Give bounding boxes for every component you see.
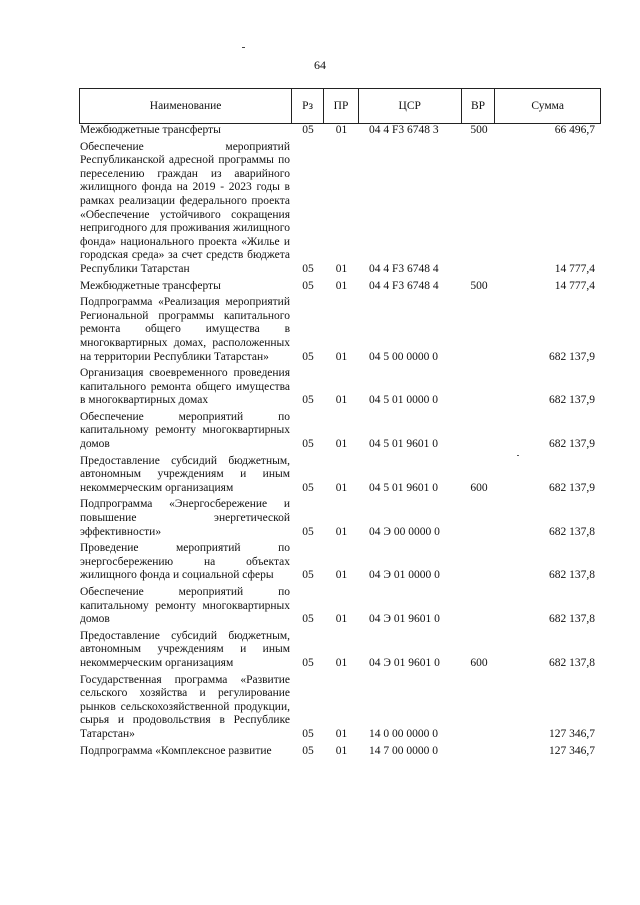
row-name: Подпрограмма «Реализация мероприятий Региональной программы капитального ремонта общего имущества в многоквартирных домах, расположенных на территории Республики Татарстан» [80, 296, 290, 363]
row-name: Предоставление субсидий бюджетным, автономным учреждениям и иным некоммерческим организациям [80, 454, 290, 494]
row-rz: 05 [302, 613, 314, 626]
row-vr: 500 [470, 279, 488, 292]
row-name: Межбюджетные трансферты [80, 124, 221, 136]
row-vr [462, 498, 496, 539]
table-row [79, 542, 601, 583]
row-vr [462, 542, 496, 583]
row-sum: 14 777,4 [554, 279, 595, 292]
table-row [79, 455, 601, 496]
row-sum: 682 137,9 [549, 481, 595, 494]
row-csr: 14 0 00 0000 0 [369, 727, 438, 740]
row-rz: 05 [302, 744, 314, 757]
row-sum: 682 137,9 [549, 350, 595, 363]
row-name: Подпрограмма «Энергосбережение и повышение энергетической эффективности» [80, 498, 290, 538]
row-vr: 600 [470, 481, 488, 494]
table-row [79, 124, 601, 138]
row-name: Подпрограмма «Комплексное развитие [80, 744, 272, 757]
row-csr: 04 Э 01 0000 0 [369, 569, 440, 582]
table-body [79, 124, 601, 758]
header-rz: Рз [292, 89, 324, 123]
row-pr: 01 [335, 481, 348, 494]
row-csr: 14 7 00 0000 0 [369, 744, 438, 757]
row-pr: 01 [335, 124, 348, 136]
row-pr: 01 [335, 525, 348, 538]
row-pr: 01 [335, 613, 348, 626]
row-name: Предоставление субсидий бюджетным, автономным учреждениям и иным некоммерческим организациям [80, 629, 290, 669]
row-csr: 04 5 01 9601 0 [369, 438, 438, 451]
row-name: Обеспечение мероприятий по капитальному ремонту многоквартирных домов [80, 586, 290, 626]
page-number: 64 [314, 58, 326, 72]
table-row [79, 141, 601, 277]
header-sum: Сумма [531, 100, 564, 112]
header-vr: ВР [462, 89, 496, 123]
table-row [79, 498, 601, 539]
row-sum: 127 346,7 [549, 727, 595, 740]
row-vr [462, 296, 496, 364]
row-csr: 04 5 01 9601 0 [369, 481, 438, 494]
table-row [79, 586, 601, 627]
row-sum: 682 137,8 [549, 656, 595, 669]
row-csr: 04 Э 01 9601 0 [369, 656, 440, 669]
row-rz: 05 [302, 350, 314, 363]
row-name: Обеспечение мероприятий Республиканской адресной программы по переселению граждан из аварийного жилищного фонда на 2019 - 2023 годы в рамках реализации федерального проекта «Обеспечение устойчивого сокращения непригодного для проживания жилищного фонда» национального проекта «Жилье и городская среда» за счет средств бюджета Республики Татарстан [80, 140, 290, 275]
row-name: Государственная программа «Развитие сельского хозяйства и регулирование рынков сельскохозяйственной продукции, сырья и продовольствия в Республике Татарстан» [80, 673, 290, 740]
row-rz: 05 [302, 124, 314, 136]
row-sum: 682 137,8 [549, 569, 595, 582]
row-pr: 01 [335, 744, 348, 757]
row-vr [462, 674, 496, 742]
row-csr: 04 4 F3 6748 3 [369, 124, 439, 136]
row-vr [462, 141, 496, 277]
row-name: Проведение мероприятий по энергосбережению на объектах жилищного фонда и социальной сферы [80, 542, 290, 582]
row-sum: 682 137,8 [549, 613, 595, 626]
row-vr: 500 [470, 124, 488, 136]
row-csr: 04 5 00 0000 0 [369, 350, 438, 363]
scan-mark [242, 47, 245, 48]
table-header [79, 88, 601, 124]
table-row [79, 674, 601, 742]
row-csr: 04 Э 01 9601 0 [369, 613, 440, 626]
row-name: Организация своевременного проведения капитального ремонта общего имущества в многоквартирных домах [80, 367, 290, 407]
row-rz: 05 [302, 279, 314, 292]
table-row [79, 296, 601, 364]
row-pr: 01 [335, 262, 348, 275]
row-sum: 14 777,4 [554, 262, 595, 275]
row-pr: 01 [335, 350, 348, 363]
row-vr [462, 586, 496, 627]
row-pr: 01 [335, 727, 348, 740]
header-pr: ПР [324, 89, 359, 123]
row-csr: 04 Э 00 0000 0 [369, 525, 440, 538]
row-rz: 05 [302, 569, 314, 582]
row-sum: 66 496,7 [554, 124, 595, 136]
row-vr: 600 [470, 656, 488, 669]
row-name: Обеспечение мероприятий по капитальному ремонту многоквартирных домов [80, 410, 290, 451]
row-vr [462, 367, 496, 408]
row-pr: 01 [335, 279, 348, 292]
row-pr: 01 [335, 394, 348, 407]
table-row [79, 745, 601, 759]
table-row [79, 630, 601, 671]
row-rz: 05 [302, 438, 314, 451]
row-pr: 01 [335, 569, 348, 582]
row-vr [462, 411, 496, 452]
row-sum: 682 137,9 [549, 438, 595, 451]
row-sum: 127 346,7 [549, 744, 595, 757]
row-rz: 05 [302, 656, 314, 669]
row-rz: 05 [302, 394, 314, 407]
row-vr [462, 745, 496, 759]
table-row [79, 280, 601, 294]
row-rz: 05 [302, 525, 314, 538]
header-csr: ЦСР [359, 89, 462, 123]
row-pr: 01 [335, 656, 348, 669]
row-csr: 04 4 F3 6748 4 [369, 262, 439, 275]
header-name: Наименование [80, 89, 292, 123]
row-csr: 04 5 01 0000 0 [369, 394, 438, 407]
row-rz: 05 [302, 727, 314, 740]
table-row [79, 411, 601, 452]
row-sum: 682 137,8 [549, 525, 595, 538]
table-row [79, 367, 601, 408]
row-rz: 05 [302, 262, 314, 275]
row-rz: 05 [302, 481, 314, 494]
row-sum: 682 137,9 [549, 394, 595, 407]
row-csr: 04 4 F3 6748 4 [369, 279, 439, 292]
row-name: Межбюджетные трансферты [80, 279, 221, 292]
row-pr: 01 [335, 438, 348, 451]
